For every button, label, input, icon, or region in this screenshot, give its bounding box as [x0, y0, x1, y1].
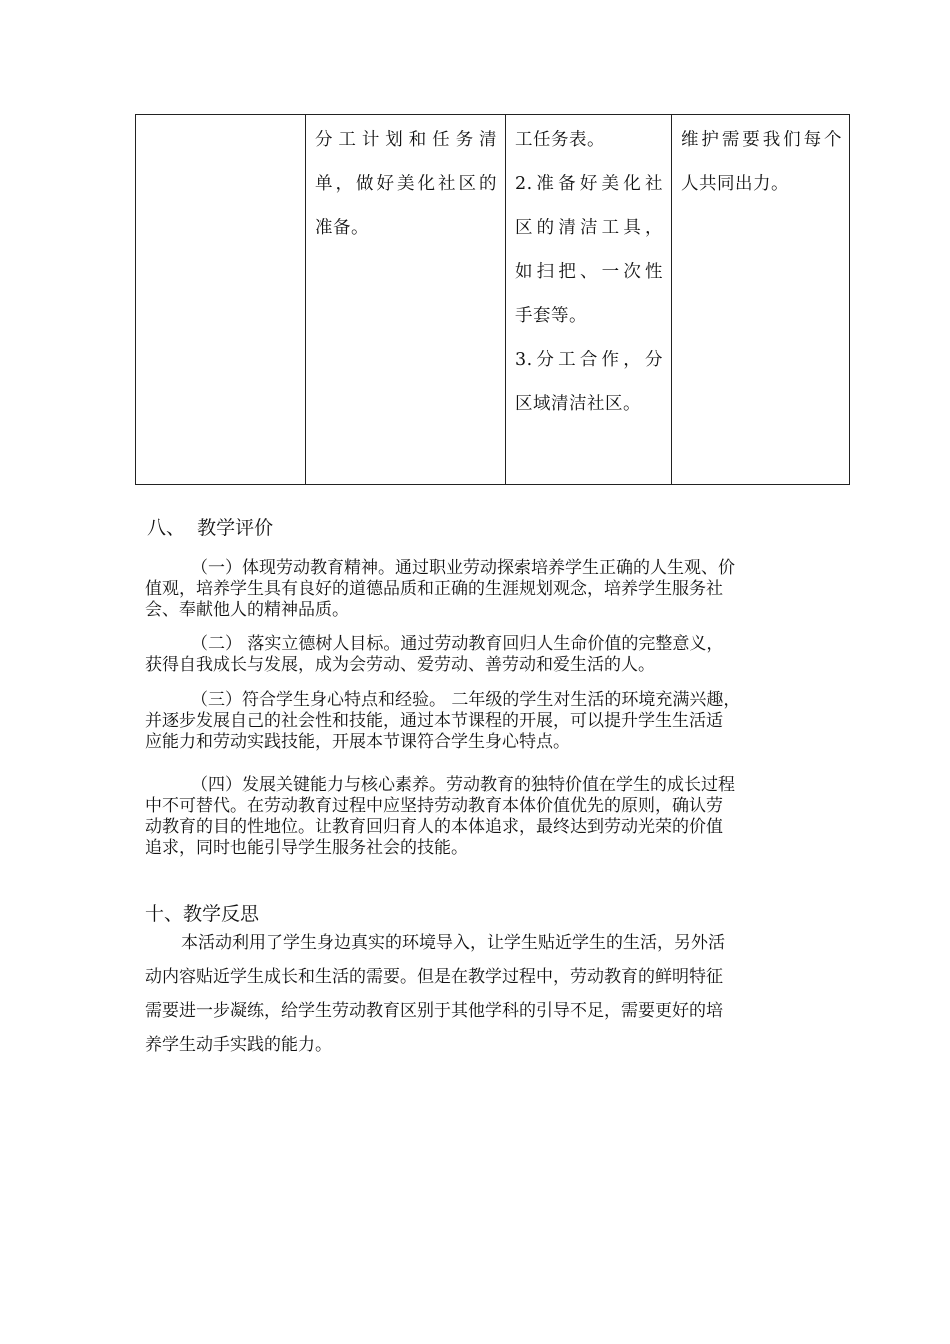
cell-line: 工任务表。	[515, 130, 605, 150]
evaluation-paragraph-4	[145, 775, 797, 859]
cell-line: 区域清洁社区。	[515, 394, 641, 414]
table-cell-empty	[136, 115, 306, 484]
cell-line: 人共同出力。	[681, 174, 789, 194]
paragraph-line: 中不可替代。在劳动教育过程中应坚持劳动教育本体价值优先的原则，确认劳	[145, 796, 723, 816]
evaluation-paragraph-1	[145, 558, 797, 621]
evaluation-paragraph-3	[145, 690, 797, 753]
paragraph-line: 获得自我成长与发展，成为会劳动、爱劳动、善劳动和爱生活的人。	[145, 655, 655, 675]
section-heading-reflection: 十、教学反思	[145, 903, 260, 925]
paragraph-line: 动内容贴近学生成长和生活的需要。但是在教学过程中，劳动教育的鲜明特征	[145, 967, 723, 987]
cell-line: 如扫把、一次性	[515, 262, 663, 282]
paragraph-line: （二） 落实立德树人目标。通过劳动教育回归人生命价值的完整意义，	[191, 634, 724, 654]
paragraph-line: 本活动利用了学生身边真实的环境导入，让学生贴近学生的生活，另外活	[181, 933, 725, 953]
cell-line: 手套等。	[515, 306, 587, 326]
section-heading-evaluation: 八、 教学评价	[147, 517, 274, 539]
paragraph-line: 并逐步发展自己的社会性和技能，通过本节课程的开展，可以提升学生生活适	[145, 711, 723, 731]
cell-line: 单，做好美化社区的	[315, 174, 497, 194]
paragraph-line: 会、奉献他人的精神品质。	[145, 600, 349, 620]
cell-line: 区的清洁工具，	[515, 218, 663, 238]
paragraph-line: （三）符合学生身心特点和经验。 二年级的学生对生活的环境充满兴趣，	[191, 690, 741, 710]
paragraph-line: 追求，同时也能引导学生服务社会的技能。	[145, 838, 468, 858]
paragraph-line: 需要进一步凝练，给学生劳动教育区别于其他学科的引导不足，需要更好的培	[145, 1001, 723, 1021]
evaluation-paragraph-2	[145, 634, 797, 676]
cell-line: 2.准备好美化社	[515, 174, 663, 194]
cell-line: 3.分工合作，分	[515, 350, 663, 370]
cell-line: 维护需要我们每个	[681, 130, 842, 150]
paragraph-line: （一）体现劳动教育精神。通过职业劳动探索培养学生正确的人生观、价	[191, 558, 735, 578]
paragraph-line: （四）发展关键能力与核心素养。劳动教育的独特价值在学生的成长过程	[191, 775, 735, 795]
table-cell-intent	[672, 115, 850, 484]
paragraph-line: 值观，培养学生具有良好的道德品质和正确的生涯规划观念，培养学生服务社	[145, 579, 723, 599]
paragraph-line: 养学生动手实践的能力。	[145, 1035, 332, 1055]
reflection-paragraph	[145, 926, 797, 1062]
table-cell-preparation	[306, 115, 506, 484]
table-cell-steps	[506, 115, 672, 484]
cell-line: 分工计划和任务清	[315, 130, 497, 150]
paragraph-line: 应能力和劳动实践技能，开展本节课符合学生身心特点。	[145, 732, 570, 752]
paragraph-line: 动教育的目的性地位。让教育回归育人的本体追求，最终达到劳动光荣的价值	[145, 817, 723, 837]
cell-line: 准备。	[315, 218, 369, 238]
activity-table	[135, 114, 850, 485]
